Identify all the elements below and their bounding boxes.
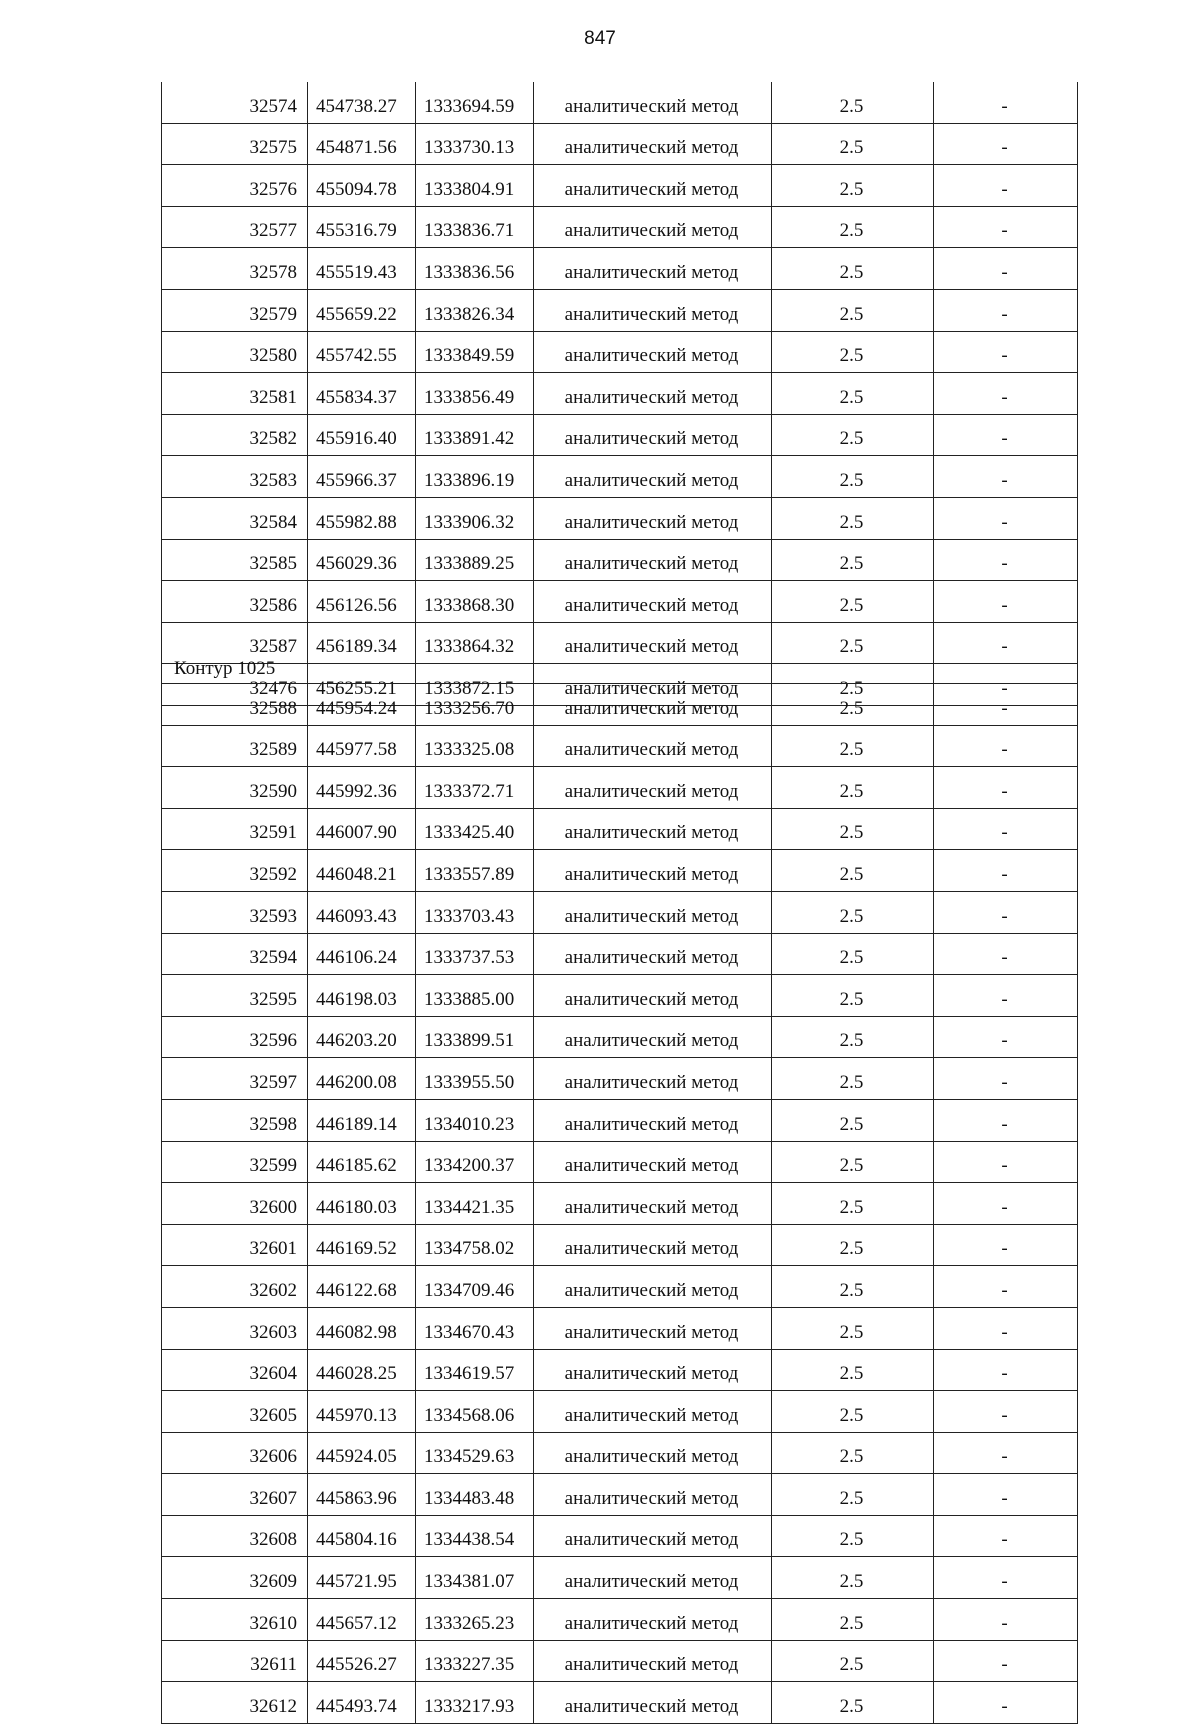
x-coordinate-cell: 446106.24 <box>308 933 416 975</box>
table-row <box>162 289 1078 331</box>
note-cell: - <box>934 82 1078 123</box>
y-coordinate-cell: 1333872.15 <box>416 664 534 706</box>
accuracy-cell: 2.5 <box>772 82 934 123</box>
y-coordinate-cell: 1334568.06 <box>416 1391 534 1433</box>
x-coordinate-cell: 455094.78 <box>308 165 416 207</box>
point-number-cell: 32591 <box>162 808 308 850</box>
coordinates-table-1 <box>161 82 1078 706</box>
method-cell: аналитический метод <box>534 1266 772 1308</box>
point-number-cell: 32611 <box>162 1640 308 1682</box>
x-coordinate-cell: 445954.24 <box>308 684 416 726</box>
method-cell: аналитический метод <box>534 1682 772 1724</box>
x-coordinate-cell: 455982.88 <box>308 497 416 539</box>
table-row <box>162 1016 1078 1058</box>
x-coordinate-cell: 445721.95 <box>308 1557 416 1599</box>
method-cell: аналитический метод <box>534 664 772 706</box>
y-coordinate-cell: 1333265.23 <box>416 1599 534 1641</box>
point-number-cell: 32595 <box>162 975 308 1017</box>
table-row <box>162 1640 1078 1682</box>
table-row <box>162 725 1078 767</box>
accuracy-cell: 2.5 <box>772 1557 934 1599</box>
table-row <box>162 165 1078 207</box>
note-cell: - <box>934 1515 1078 1557</box>
x-coordinate-cell: 445657.12 <box>308 1599 416 1641</box>
point-number-cell: 32609 <box>162 1557 308 1599</box>
accuracy-cell: 2.5 <box>772 1432 934 1474</box>
x-coordinate-cell: 456255.21 <box>308 664 416 706</box>
note-cell: - <box>934 1141 1078 1183</box>
coordinates-table-1-body <box>162 82 1078 705</box>
point-number-cell: 32584 <box>162 497 308 539</box>
y-coordinate-cell: 1334483.48 <box>416 1474 534 1516</box>
x-coordinate-cell: 446093.43 <box>308 891 416 933</box>
table-row <box>162 456 1078 498</box>
method-cell: аналитический метод <box>534 289 772 331</box>
method-cell: аналитический метод <box>534 622 772 664</box>
table-row <box>162 933 1078 975</box>
point-number-cell: 32578 <box>162 248 308 290</box>
y-coordinate-cell: 1333325.08 <box>416 725 534 767</box>
point-number-cell: 32583 <box>162 456 308 498</box>
method-cell: аналитический метод <box>534 373 772 415</box>
table-row <box>162 414 1078 456</box>
y-coordinate-cell: 1333694.59 <box>416 82 534 123</box>
x-coordinate-cell: 446198.03 <box>308 975 416 1017</box>
accuracy-cell: 2.5 <box>772 1099 934 1141</box>
method-cell: аналитический метод <box>534 165 772 207</box>
note-cell: - <box>934 725 1078 767</box>
table-row <box>162 1307 1078 1349</box>
y-coordinate-cell: 1333906.32 <box>416 497 534 539</box>
contour-label: Контур 1025 <box>174 658 276 679</box>
point-number-cell: 32576 <box>162 165 308 207</box>
table-row <box>162 497 1078 539</box>
method-cell: аналитический метод <box>534 850 772 892</box>
y-coordinate-cell: 1333891.42 <box>416 414 534 456</box>
point-number-cell: 32612 <box>162 1682 308 1724</box>
note-cell: - <box>934 1307 1078 1349</box>
method-cell: аналитический метод <box>534 1557 772 1599</box>
point-number-cell: 32594 <box>162 933 308 975</box>
note-cell: - <box>934 248 1078 290</box>
point-number-cell: 32582 <box>162 414 308 456</box>
y-coordinate-cell: 1333885.00 <box>416 975 534 1017</box>
point-number-cell: 32593 <box>162 891 308 933</box>
method-cell: аналитический метод <box>534 933 772 975</box>
accuracy-cell: 2.5 <box>772 1016 934 1058</box>
method-cell: аналитический метод <box>534 1349 772 1391</box>
method-cell: аналитический метод <box>534 725 772 767</box>
accuracy-cell: 2.5 <box>772 767 934 809</box>
y-coordinate-cell: 1333804.91 <box>416 165 534 207</box>
table-row <box>162 1599 1078 1641</box>
method-cell: аналитический метод <box>534 414 772 456</box>
table-row <box>162 808 1078 850</box>
coordinates-table-2-body <box>162 684 1078 1724</box>
table-row <box>162 1099 1078 1141</box>
method-cell: аналитический метод <box>534 1183 772 1225</box>
method-cell: аналитический метод <box>534 975 772 1017</box>
note-cell: - <box>934 1599 1078 1641</box>
method-cell: аналитический метод <box>534 123 772 165</box>
point-number-cell: 32605 <box>162 1391 308 1433</box>
accuracy-cell: 2.5 <box>772 165 934 207</box>
note-cell: - <box>934 1557 1078 1599</box>
point-number-cell: 32574 <box>162 82 308 123</box>
accuracy-cell: 2.5 <box>772 1640 934 1682</box>
accuracy-cell: 2.5 <box>772 1224 934 1266</box>
table-row <box>162 622 1078 664</box>
point-number-cell: 32589 <box>162 725 308 767</box>
point-number-cell: 32598 <box>162 1099 308 1141</box>
note-cell: - <box>934 808 1078 850</box>
table-row <box>162 1349 1078 1391</box>
x-coordinate-cell: 446180.03 <box>308 1183 416 1225</box>
x-coordinate-cell: 455916.40 <box>308 414 416 456</box>
x-coordinate-cell: 445526.27 <box>308 1640 416 1682</box>
method-cell: аналитический метод <box>534 1058 772 1100</box>
note-cell: - <box>934 539 1078 581</box>
table-row <box>162 1515 1078 1557</box>
note-cell: - <box>934 1099 1078 1141</box>
x-coordinate-cell: 445493.74 <box>308 1682 416 1724</box>
point-number-cell: 32587 <box>162 622 308 664</box>
x-coordinate-cell: 455316.79 <box>308 206 416 248</box>
y-coordinate-cell: 1334529.63 <box>416 1432 534 1474</box>
method-cell: аналитический метод <box>534 1391 772 1433</box>
x-coordinate-cell: 455659.22 <box>308 289 416 331</box>
method-cell: аналитический метод <box>534 684 772 726</box>
point-number-cell: 32599 <box>162 1141 308 1183</box>
y-coordinate-cell: 1334670.43 <box>416 1307 534 1349</box>
point-number-cell: 32596 <box>162 1016 308 1058</box>
method-cell: аналитический метод <box>534 1432 772 1474</box>
accuracy-cell: 2.5 <box>772 497 934 539</box>
x-coordinate-cell: 456126.56 <box>308 581 416 623</box>
accuracy-cell: 2.5 <box>772 1307 934 1349</box>
table-row <box>162 82 1078 123</box>
y-coordinate-cell: 1333889.25 <box>416 539 534 581</box>
x-coordinate-cell: 446007.90 <box>308 808 416 850</box>
note-cell: - <box>934 975 1078 1017</box>
table-row <box>162 1141 1078 1183</box>
y-coordinate-cell: 1333896.19 <box>416 456 534 498</box>
y-coordinate-cell: 1333849.59 <box>416 331 534 373</box>
table-row <box>162 850 1078 892</box>
x-coordinate-cell: 446189.14 <box>308 1099 416 1141</box>
point-number-cell: 32580 <box>162 331 308 373</box>
table-row <box>162 581 1078 623</box>
note-cell: - <box>934 933 1078 975</box>
point-number-cell: 32604 <box>162 1349 308 1391</box>
note-cell: - <box>934 850 1078 892</box>
table-row <box>162 1058 1078 1100</box>
accuracy-cell: 2.5 <box>772 1266 934 1308</box>
accuracy-cell: 2.5 <box>772 1141 934 1183</box>
point-number-cell: 32592 <box>162 850 308 892</box>
note-cell: - <box>934 1391 1078 1433</box>
accuracy-cell: 2.5 <box>772 1474 934 1516</box>
y-coordinate-cell: 1334709.46 <box>416 1266 534 1308</box>
method-cell: аналитический метод <box>534 331 772 373</box>
note-cell: - <box>934 891 1078 933</box>
x-coordinate-cell: 455834.37 <box>308 373 416 415</box>
y-coordinate-cell: 1333868.30 <box>416 581 534 623</box>
accuracy-cell: 2.5 <box>772 664 934 706</box>
point-number-cell: 32603 <box>162 1307 308 1349</box>
x-coordinate-cell: 446122.68 <box>308 1266 416 1308</box>
accuracy-cell: 2.5 <box>772 1599 934 1641</box>
table-row <box>162 1224 1078 1266</box>
table-row <box>162 767 1078 809</box>
table-row <box>162 891 1078 933</box>
x-coordinate-cell: 456189.34 <box>308 622 416 664</box>
note-cell: - <box>934 1016 1078 1058</box>
table-row <box>162 206 1078 248</box>
accuracy-cell: 2.5 <box>772 206 934 248</box>
table-row <box>162 1474 1078 1516</box>
x-coordinate-cell: 455742.55 <box>308 331 416 373</box>
y-coordinate-cell: 1333217.93 <box>416 1682 534 1724</box>
method-cell: аналитический метод <box>534 1474 772 1516</box>
accuracy-cell: 2.5 <box>772 684 934 726</box>
table-row <box>162 1432 1078 1474</box>
x-coordinate-cell: 455966.37 <box>308 456 416 498</box>
note-cell: - <box>934 767 1078 809</box>
table-row <box>162 539 1078 581</box>
note-cell: - <box>934 165 1078 207</box>
y-coordinate-cell: 1334421.35 <box>416 1183 534 1225</box>
y-coordinate-cell: 1333372.71 <box>416 767 534 809</box>
accuracy-cell: 2.5 <box>772 725 934 767</box>
point-number-cell: 32606 <box>162 1432 308 1474</box>
y-coordinate-cell: 1333836.71 <box>416 206 534 248</box>
y-coordinate-cell: 1333227.35 <box>416 1640 534 1682</box>
table-row <box>162 1266 1078 1308</box>
method-cell: аналитический метод <box>534 206 772 248</box>
coordinates-table-2 <box>161 683 1078 1724</box>
method-cell: аналитический метод <box>534 497 772 539</box>
method-cell: аналитический метод <box>534 1307 772 1349</box>
y-coordinate-cell: 1334619.57 <box>416 1349 534 1391</box>
accuracy-cell: 2.5 <box>772 1515 934 1557</box>
x-coordinate-cell: 445804.16 <box>308 1515 416 1557</box>
point-number-cell: 32601 <box>162 1224 308 1266</box>
point-number-cell: 32581 <box>162 373 308 415</box>
method-cell: аналитический метод <box>534 1016 772 1058</box>
y-coordinate-cell: 1333836.56 <box>416 248 534 290</box>
method-cell: аналитический метод <box>534 539 772 581</box>
x-coordinate-cell: 454871.56 <box>308 123 416 165</box>
y-coordinate-cell: 1334381.07 <box>416 1557 534 1599</box>
table-row <box>162 123 1078 165</box>
method-cell: аналитический метод <box>534 248 772 290</box>
x-coordinate-cell: 445970.13 <box>308 1391 416 1433</box>
point-number-cell: 32610 <box>162 1599 308 1641</box>
table-row <box>162 331 1078 373</box>
y-coordinate-cell: 1333730.13 <box>416 123 534 165</box>
note-cell: - <box>934 622 1078 664</box>
accuracy-cell: 2.5 <box>772 1183 934 1225</box>
x-coordinate-cell: 445924.05 <box>308 1432 416 1474</box>
note-cell: - <box>934 414 1078 456</box>
point-number-cell: 32608 <box>162 1515 308 1557</box>
y-coordinate-cell: 1333856.49 <box>416 373 534 415</box>
note-cell: - <box>934 497 1078 539</box>
accuracy-cell: 2.5 <box>772 933 934 975</box>
accuracy-cell: 2.5 <box>772 581 934 623</box>
accuracy-cell: 2.5 <box>772 1682 934 1724</box>
accuracy-cell: 2.5 <box>772 456 934 498</box>
point-number-cell: 32579 <box>162 289 308 331</box>
table-row <box>162 1391 1078 1433</box>
point-number-cell: 32600 <box>162 1183 308 1225</box>
note-cell: - <box>934 289 1078 331</box>
x-coordinate-cell: 446082.98 <box>308 1307 416 1349</box>
x-coordinate-cell: 446200.08 <box>308 1058 416 1100</box>
accuracy-cell: 2.5 <box>772 622 934 664</box>
x-coordinate-cell: 446185.62 <box>308 1141 416 1183</box>
y-coordinate-cell: 1333899.51 <box>416 1016 534 1058</box>
method-cell: аналитический метод <box>534 1640 772 1682</box>
note-cell: - <box>934 664 1078 706</box>
y-coordinate-cell: 1333703.43 <box>416 891 534 933</box>
y-coordinate-cell: 1333737.53 <box>416 933 534 975</box>
method-cell: аналитический метод <box>534 1141 772 1183</box>
note-cell: - <box>934 1183 1078 1225</box>
accuracy-cell: 2.5 <box>772 1058 934 1100</box>
table-row <box>162 1557 1078 1599</box>
x-coordinate-cell: 446028.25 <box>308 1349 416 1391</box>
note-cell: - <box>934 1266 1078 1308</box>
point-number-cell: 32577 <box>162 206 308 248</box>
x-coordinate-cell: 455519.43 <box>308 248 416 290</box>
method-cell: аналитический метод <box>534 1224 772 1266</box>
note-cell: - <box>934 123 1078 165</box>
method-cell: аналитический метод <box>534 1099 772 1141</box>
accuracy-cell: 2.5 <box>772 373 934 415</box>
method-cell: аналитический метод <box>534 808 772 850</box>
method-cell: аналитический метод <box>534 1599 772 1641</box>
point-number-cell: 32585 <box>162 539 308 581</box>
point-number-cell: 32586 <box>162 581 308 623</box>
y-coordinate-cell: 1333425.40 <box>416 808 534 850</box>
point-number-cell: 32575 <box>162 123 308 165</box>
note-cell: - <box>934 206 1078 248</box>
y-coordinate-cell: 1333955.50 <box>416 1058 534 1100</box>
table-row <box>162 975 1078 1017</box>
table-row <box>162 373 1078 415</box>
note-cell: - <box>934 1058 1078 1100</box>
y-coordinate-cell: 1333864.32 <box>416 622 534 664</box>
x-coordinate-cell: 446169.52 <box>308 1224 416 1266</box>
point-number-cell: 32607 <box>162 1474 308 1516</box>
accuracy-cell: 2.5 <box>772 1349 934 1391</box>
accuracy-cell: 2.5 <box>772 539 934 581</box>
x-coordinate-cell: 445992.36 <box>308 767 416 809</box>
method-cell: аналитический метод <box>534 456 772 498</box>
y-coordinate-cell: 1334200.37 <box>416 1141 534 1183</box>
accuracy-cell: 2.5 <box>772 248 934 290</box>
table-row <box>162 248 1078 290</box>
y-coordinate-cell: 1334438.54 <box>416 1515 534 1557</box>
accuracy-cell: 2.5 <box>772 123 934 165</box>
point-number-cell: 32597 <box>162 1058 308 1100</box>
y-coordinate-cell: 1333256.70 <box>416 684 534 726</box>
y-coordinate-cell: 1333826.34 <box>416 289 534 331</box>
note-cell: - <box>934 373 1078 415</box>
point-number-cell: 32476 <box>162 664 308 706</box>
x-coordinate-cell: 456029.36 <box>308 539 416 581</box>
point-number-cell: 32588 <box>162 684 308 726</box>
accuracy-cell: 2.5 <box>772 289 934 331</box>
note-cell: - <box>934 1224 1078 1266</box>
y-coordinate-cell: 1334758.02 <box>416 1224 534 1266</box>
point-number-cell: 32602 <box>162 1266 308 1308</box>
note-cell: - <box>934 1349 1078 1391</box>
accuracy-cell: 2.5 <box>772 808 934 850</box>
accuracy-cell: 2.5 <box>772 414 934 456</box>
method-cell: аналитический метод <box>534 581 772 623</box>
x-coordinate-cell: 446048.21 <box>308 850 416 892</box>
y-coordinate-cell: 1333557.89 <box>416 850 534 892</box>
method-cell: аналитический метод <box>534 891 772 933</box>
accuracy-cell: 2.5 <box>772 331 934 373</box>
note-cell: - <box>934 1682 1078 1724</box>
accuracy-cell: 2.5 <box>772 850 934 892</box>
table-row <box>162 1183 1078 1225</box>
point-number-cell: 32590 <box>162 767 308 809</box>
table-row <box>162 1682 1078 1724</box>
note-cell: - <box>934 1474 1078 1516</box>
method-cell: аналитический метод <box>534 82 772 123</box>
note-cell: - <box>934 456 1078 498</box>
method-cell: аналитический метод <box>534 1515 772 1557</box>
x-coordinate-cell: 454738.27 <box>308 82 416 123</box>
x-coordinate-cell: 446203.20 <box>308 1016 416 1058</box>
table-row <box>162 684 1078 726</box>
page-number: 847 <box>584 28 616 49</box>
x-coordinate-cell: 445977.58 <box>308 725 416 767</box>
x-coordinate-cell: 445863.96 <box>308 1474 416 1516</box>
note-cell: - <box>934 581 1078 623</box>
accuracy-cell: 2.5 <box>772 975 934 1017</box>
note-cell: - <box>934 331 1078 373</box>
note-cell: - <box>934 1640 1078 1682</box>
y-coordinate-cell: 1334010.23 <box>416 1099 534 1141</box>
accuracy-cell: 2.5 <box>772 1391 934 1433</box>
accuracy-cell: 2.5 <box>772 891 934 933</box>
method-cell: аналитический метод <box>534 767 772 809</box>
note-cell: - <box>934 1432 1078 1474</box>
note-cell: - <box>934 684 1078 726</box>
